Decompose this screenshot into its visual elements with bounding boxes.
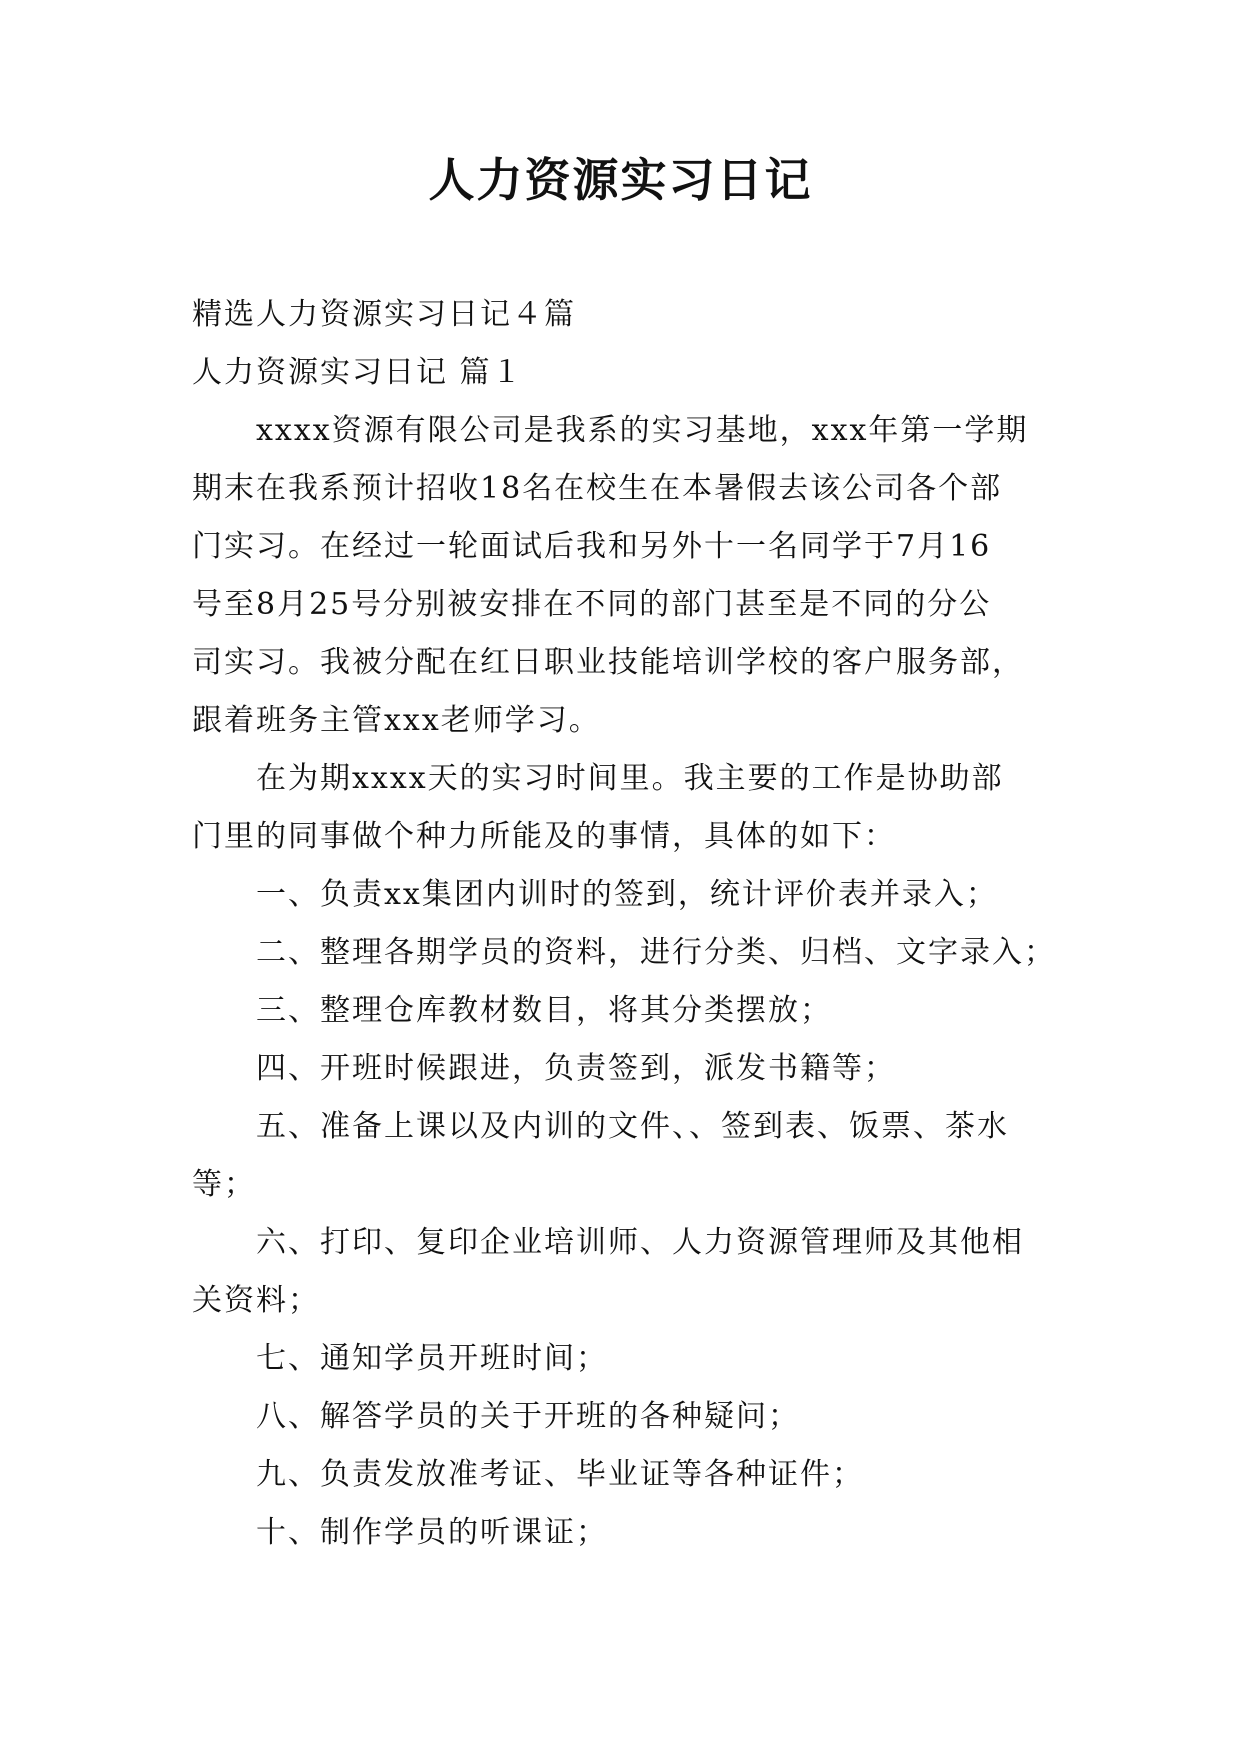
body-line: 门实习。在经过一轮面试后我和另外十一名同学于7月16: [192, 529, 992, 564]
body-line: 精选人力资源实习日记４篇: [192, 297, 576, 332]
body-line: 三、整理仓库教材数目，将其分类摆放；: [256, 993, 832, 1028]
body-line: 在为期xxxx天的实习时间里。我主要的工作是协助部: [256, 761, 1004, 796]
body-line: 司实习。我被分配在红日职业技能培训学校的客户服务部，: [192, 645, 1024, 680]
body-line: 四、开班时候跟进，负责签到，派发书籍等；: [256, 1051, 896, 1086]
body-line: 等；: [192, 1167, 256, 1202]
body-line: 七、通知学员开班时间；: [256, 1341, 608, 1376]
body-line: xxxx资源有限公司是我系的实习基地，xxx年第一学期: [256, 413, 1029, 448]
body-line: 一、负责xx集团内训时的签到，统计评价表并录入；: [256, 877, 998, 912]
document-body: [192, 286, 1056, 1562]
body-line: 八、解答学员的关于开班的各种疑问；: [256, 1399, 800, 1434]
body-line: 十、制作学员的听课证；: [256, 1515, 608, 1550]
body-line: 九、负责发放准考证、毕业证等各种证件；: [256, 1457, 864, 1492]
body-line: 人力资源实习日记 篇１: [192, 355, 524, 390]
body-line: 关资料；: [192, 1283, 320, 1318]
body-line: 二、整理各期学员的资料，进行分类、归档、文字录入；: [256, 935, 1056, 970]
body-line: 六、打印、复印企业培训师、人力资源管理师及其他相: [256, 1225, 1024, 1260]
body-line: 号至8月25号分别被安排在不同的部门甚至是不同的分公: [192, 587, 992, 622]
body-line: 期末在我系预计招收18名在校生在本暑假去该公司各个部: [192, 471, 1003, 506]
body-line: 门里的同事做个种力所能及的事情，具体的如下：: [192, 819, 896, 854]
body-line: 五、准备上课以及内训的文件、、签到表、饭票、茶水: [256, 1109, 1009, 1144]
body-line: 跟着班务主管xxx老师学习。: [192, 703, 601, 738]
document-title: 人力资源实习日记: [428, 153, 813, 207]
